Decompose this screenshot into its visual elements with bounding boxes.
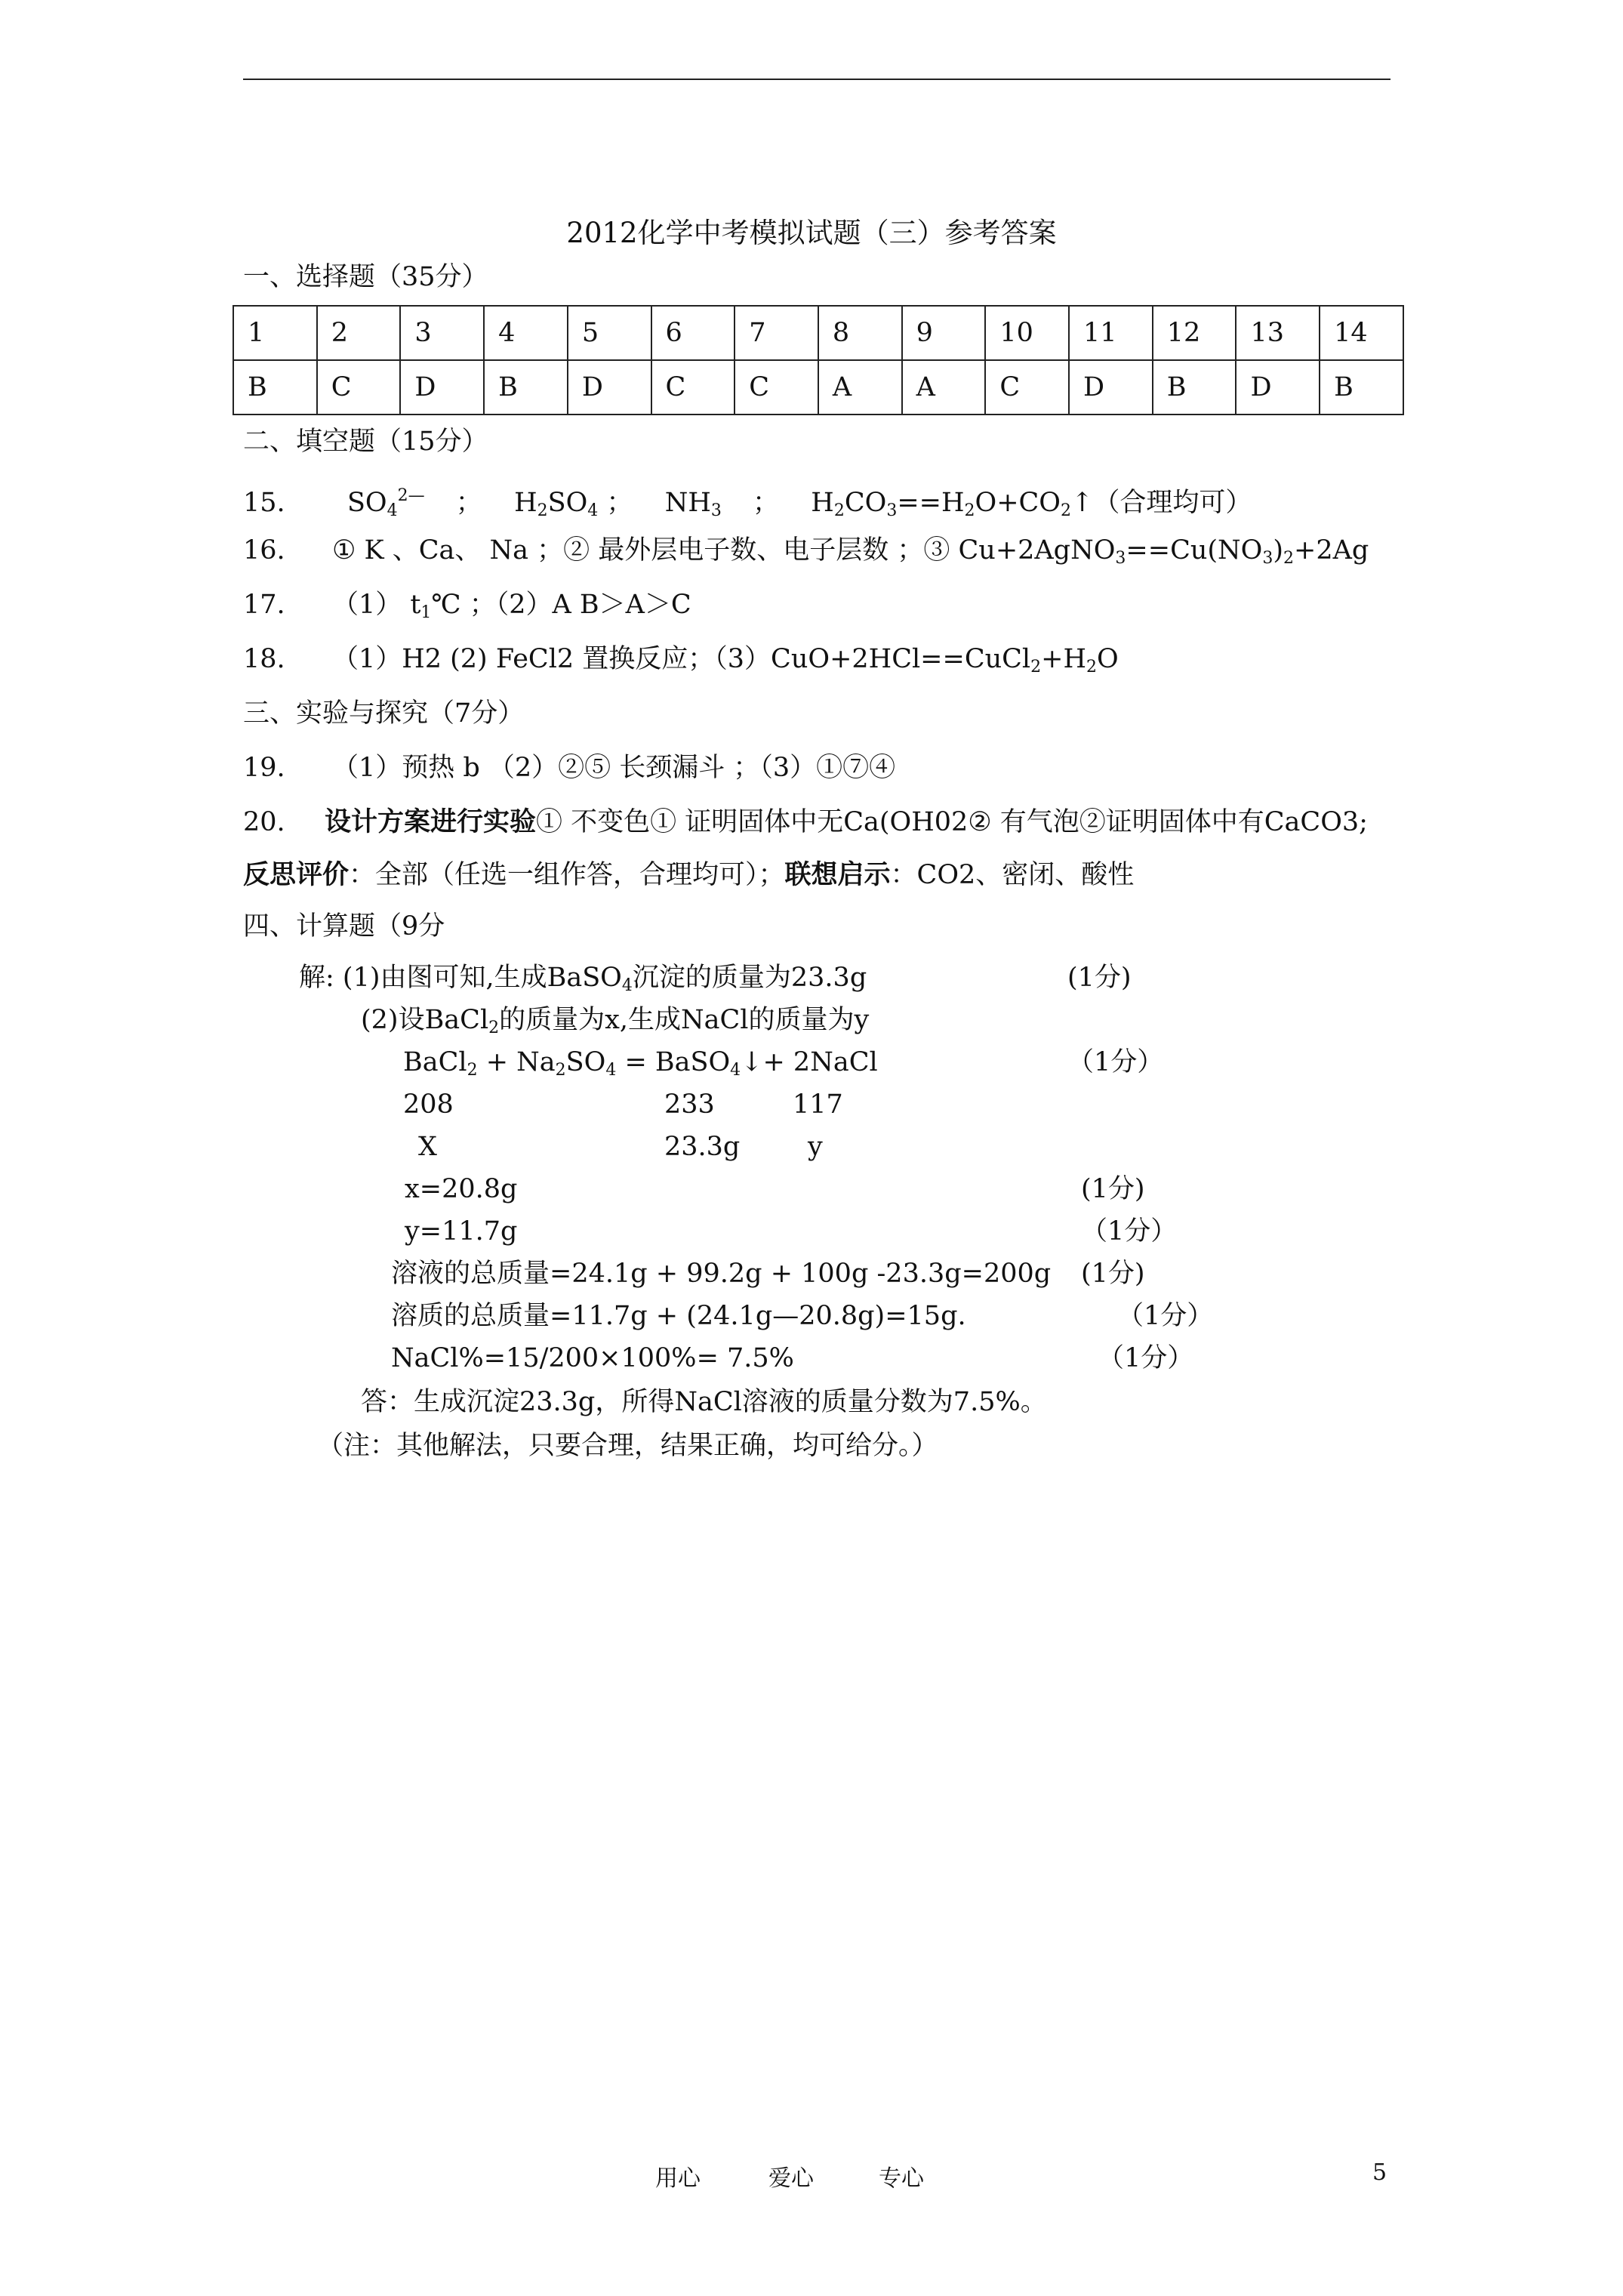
section-heading-calculation: 四、计算题（9分 [243,911,445,942]
question-17: 17. （1） $t_1℃$ ；（2）A B＞A＞C [243,590,691,622]
variable: y [808,1132,823,1162]
footer-motto-3: 专心 [879,2165,924,2192]
question-20: 20. 设计方案进行实验① 不变色① 证明固体中无Ca(OH02② 有气泡②证明固体中有CaCO3; [243,806,1368,837]
table-cell: A [902,360,986,415]
footer-motto-2: 爱心 [768,2165,814,2192]
score-label: (1分) [1081,1174,1145,1204]
molar-mass: 117 [793,1089,843,1120]
result-y: y=11.7g [405,1216,518,1247]
question-18: 18. （1）H2 (2) FeCl2 置换反应；$(3)CuO+2HCl==CuCl_2+H_2O$ [243,644,1119,676]
question-number: 19. [243,753,285,783]
section-heading-fill: 二、填空题（15分） [243,427,488,457]
table-cell: 5 [568,306,651,360]
table-cell: 12 [1153,306,1236,360]
table-cell: 6 [651,306,735,360]
question-number: 18. [243,644,285,674]
question-16: 16. ① K 、Ca、 Na ；② 最外层电子数、电子层数 ；③ $Cu+2AgNO_3==Cu(NO_3)_2+2Ag$ [243,535,1369,568]
score-label: （1分） [1117,1301,1214,1331]
question-number: 15. [243,488,285,518]
table-cell: 13 [1236,306,1320,360]
note: （注：其他解法，只要合理，结果正确，均可给分。） [317,1431,938,1461]
table-row-answers [233,360,1403,415]
table-cell: A [818,360,902,415]
question-number: 20. [243,807,285,837]
variable: 23.3g [664,1132,741,1162]
table-cell: 4 [484,306,568,360]
table-cell: D [1069,360,1153,415]
table-cell: D [400,360,484,415]
score-label: （1分） [1081,1216,1178,1247]
table-cell: 3 [400,306,484,360]
question-number: 17. [243,590,285,620]
score-label: （1分） [1067,1047,1164,1077]
table-cell: 1 [233,306,317,360]
molar-mass: 208 [403,1089,454,1120]
section-heading-experiment: 三、实验与探究（7分） [243,698,525,729]
table-cell: C [735,360,818,415]
variable: X [418,1132,437,1162]
section-heading-choice: 一、选择题（35分） [243,262,488,292]
table-cell: B [1153,360,1236,415]
table-cell: 2 [317,306,401,360]
table-cell: 9 [902,306,986,360]
footer-motto-1: 用心 [655,2165,701,2192]
total-mass: 溶液的总质量=24.1g + 99.2g + 100g -23.3g=200g [391,1259,1052,1289]
molar-mass: 233 [664,1089,715,1120]
table-cell: 7 [735,306,818,360]
header-rule [243,79,1390,80]
table-cell: C [985,360,1069,415]
table-cell: 14 [1320,306,1403,360]
final-answer: 答：生成沉淀23.3g，所得NaCl溶液的质量分数为7.5%。 [361,1387,1047,1417]
table-cell: D [1236,360,1320,415]
table-cell: D [568,360,651,415]
solution-line-2: (2)设BaCl$_2$的质量为x,生成NaCl的质量为y [361,1005,870,1037]
question-number: 16. [243,535,285,566]
table-cell: 10 [985,306,1069,360]
question-15: 15. $SO_4^{2—}$ ； $H_2SO_4$ ； $NH_3$ ； $H_2CO_3==H_2O+CO_2↑$（合理均可） [243,486,1252,520]
table-row-numbers [233,306,1403,360]
page-number: 5 [1372,2159,1387,2186]
solution-line-1: 解: (1)由图可知,生成BaSO$_4$沉淀的质量为23.3g [299,963,867,995]
score-label: (1分) [1067,963,1132,993]
table-cell: 8 [818,306,902,360]
answer-table [233,305,1404,415]
solute-mass: 溶质的总质量=11.7g + (24.1g—20.8g)=15g. [391,1301,966,1331]
page-title: 2012化学中考模拟试题（三）参考答案 [566,217,1057,249]
question-20-reflection: 反思评价：全部（任选一组作答，合理均可）；联想启示：CO2、密闭、酸性 [243,859,1135,890]
table-cell: B [1320,360,1403,415]
table-cell: C [317,360,401,415]
mass-fraction: NaCl%=15/200×100%= 7.5% [391,1343,794,1373]
table-cell: B [233,360,317,415]
table-cell: B [484,360,568,415]
chemical-equation: BaCl$_2$ + $Na_2SO_4$ = BaSO$_4$↓+ 2NaCl [403,1047,878,1080]
score-label: (1分) [1081,1259,1145,1289]
table-cell: 11 [1069,306,1153,360]
table-cell: C [651,360,735,415]
score-label: （1分） [1098,1343,1194,1373]
question-19: 19. （1）预热 b （2）②⑤ 长颈漏斗 ；（3）①⑦④ [243,753,896,783]
result-x: x=20.8g [405,1174,518,1204]
